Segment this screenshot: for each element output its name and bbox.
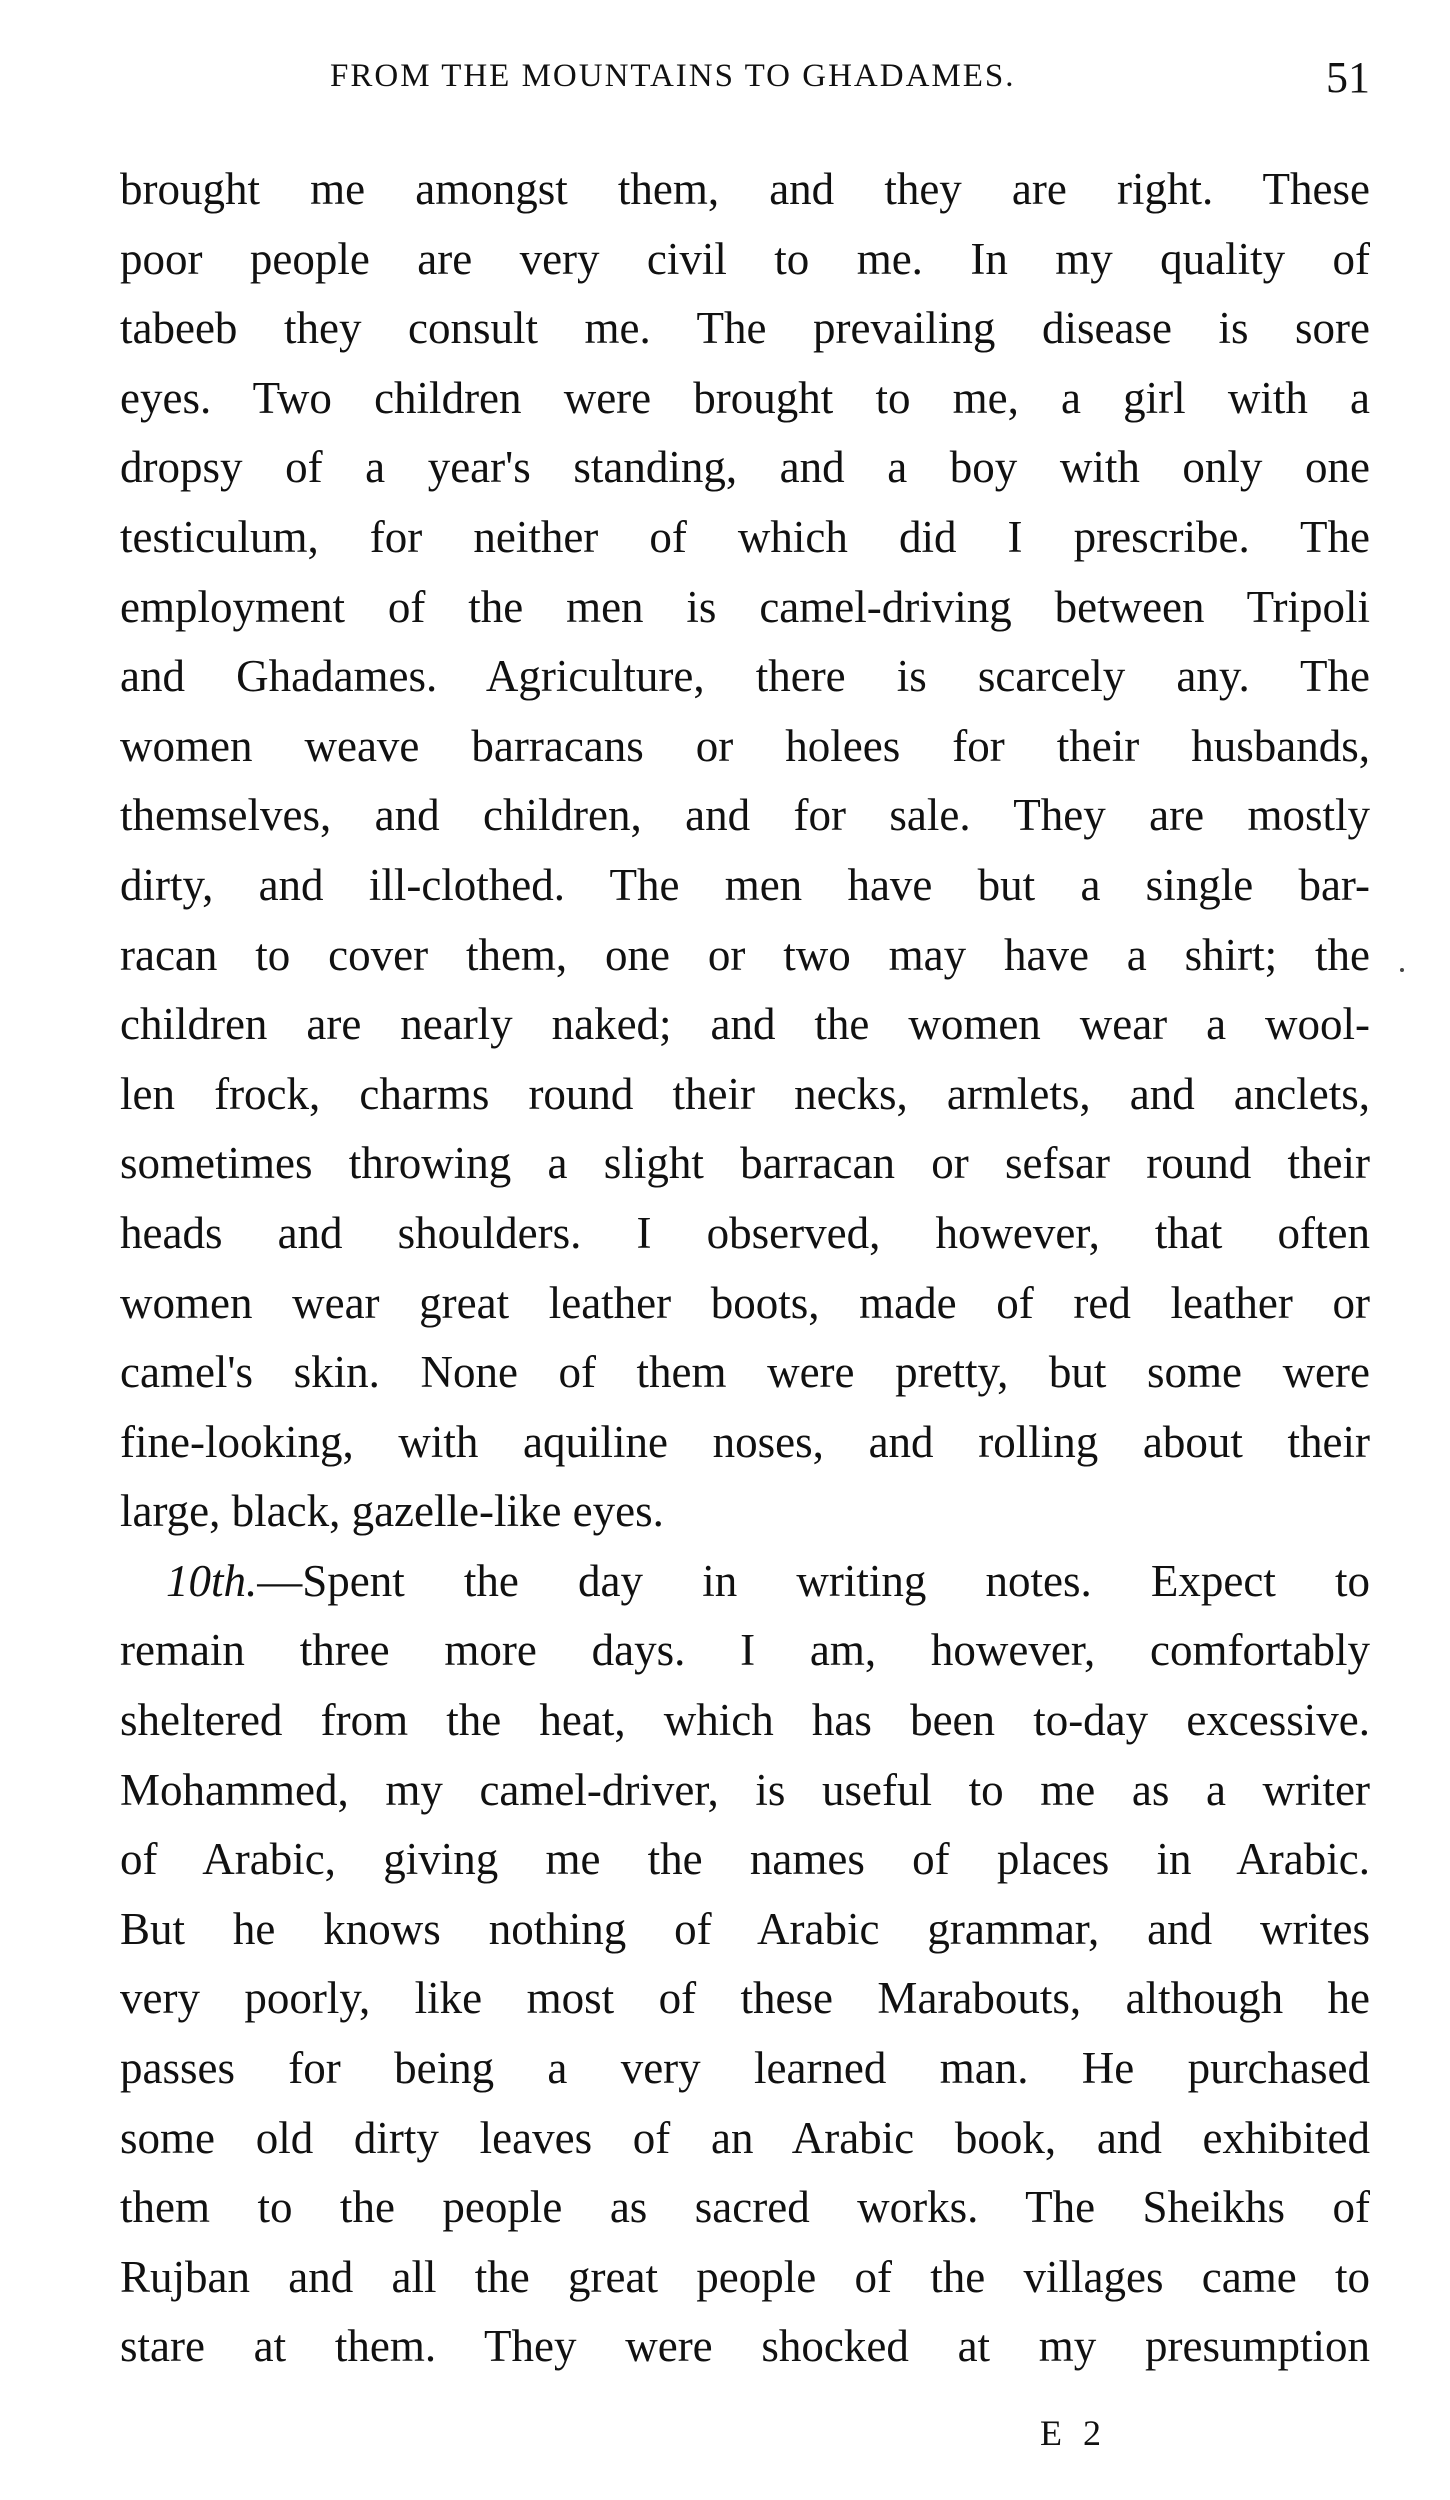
- text-line: sheltered from the heat, which has been to-day excessive.: [120, 1695, 1370, 1746]
- text-line: brought me amongst them, and they are right. These: [120, 164, 1370, 214]
- text-line: heads and shoulders. I observed, however, that often: [120, 1207, 1370, 1258]
- text-line: [120, 1547, 1370, 1617]
- text-line: of Arabic, giving me the names of places in Arabic.: [120, 1834, 1370, 1885]
- print-speck: [1400, 968, 1404, 972]
- text-line: women wear great leather boots, made of red leather or: [120, 1277, 1370, 1328]
- text-line: some old dirty leaves of an Arabic book, and exhibited: [120, 2112, 1370, 2163]
- text-line: dirty, and ill-clothed. The men have but a single bar-: [120, 859, 1370, 910]
- text-line: and Ghadames. Agriculture, there is scarcely any. The: [120, 651, 1370, 702]
- page-number: 51: [1326, 53, 1370, 102]
- text-line: Rujban and all the great people of the villages came to: [120, 2251, 1370, 2302]
- text-line: eyes. Two children were brought to me, a girl with a: [120, 372, 1370, 423]
- text-line: themselves, and children, and for sale. They are mostly: [120, 790, 1370, 841]
- text-line: stare at them. They were shocked at my presumption: [120, 2321, 1370, 2372]
- text-line: remain three more days. I am, however, comfortably: [120, 1625, 1370, 1676]
- text-line: women weave barracans or holees for their husbands,: [120, 720, 1370, 771]
- text-line: But he knows nothing of Arabic grammar, and writes: [120, 1903, 1370, 1954]
- text-line: fine-looking, with aquiline noses, and rolling about their: [120, 1416, 1370, 1467]
- running-head: [120, 52, 1370, 112]
- text-line: camel's skin. None of them were pretty, but some were: [120, 1347, 1370, 1398]
- entry-date: 10th.: [166, 1555, 258, 1606]
- paragraph-2: [120, 1547, 1370, 2382]
- paragraph-1: [120, 155, 1370, 1547]
- text-line: large, black, gazelle-like eyes.: [120, 1486, 664, 1537]
- text-line: len frock, charms round their necks, armlets, and anclets,: [120, 1068, 1370, 1119]
- text-line: testiculum, for neither of which did I prescribe. The: [120, 511, 1370, 562]
- text-line: dropsy of a year's standing, and a boy with only one: [120, 442, 1370, 493]
- text-line: very poorly, like most of these Marabouts, although he: [120, 1973, 1370, 2024]
- text-line: racan to cover them, one or two may have a shirt; the: [120, 929, 1370, 980]
- text-line: tabeeb they consult me. The prevailing disease is sore: [120, 303, 1370, 354]
- text-line: sometimes throwing a slight barracan or sefsar round their: [120, 1138, 1370, 1189]
- body-text: [120, 155, 1370, 2382]
- text-line: children are nearly naked; and the women wear a wool-: [120, 999, 1370, 1050]
- text-line: employment of the men is camel-driving between Tripoli: [120, 581, 1370, 632]
- entry-text: —Spent the day in writing notes. Expect to: [257, 1555, 1370, 1606]
- running-title: FROM THE MOUNTAINS TO GHADAMES.: [330, 58, 1016, 94]
- text-line: passes for being a very learned man. He purchased: [120, 2043, 1370, 2094]
- text-line: poor people are very civil to me. In my quality of: [120, 233, 1370, 284]
- signature-mark: E 2: [1040, 2413, 1107, 2453]
- text-line: Mohammed, my camel-driver, is useful to me as a writer: [120, 1764, 1370, 1815]
- text-line: them to the people as sacred works. The Sheikhs of: [120, 2182, 1370, 2233]
